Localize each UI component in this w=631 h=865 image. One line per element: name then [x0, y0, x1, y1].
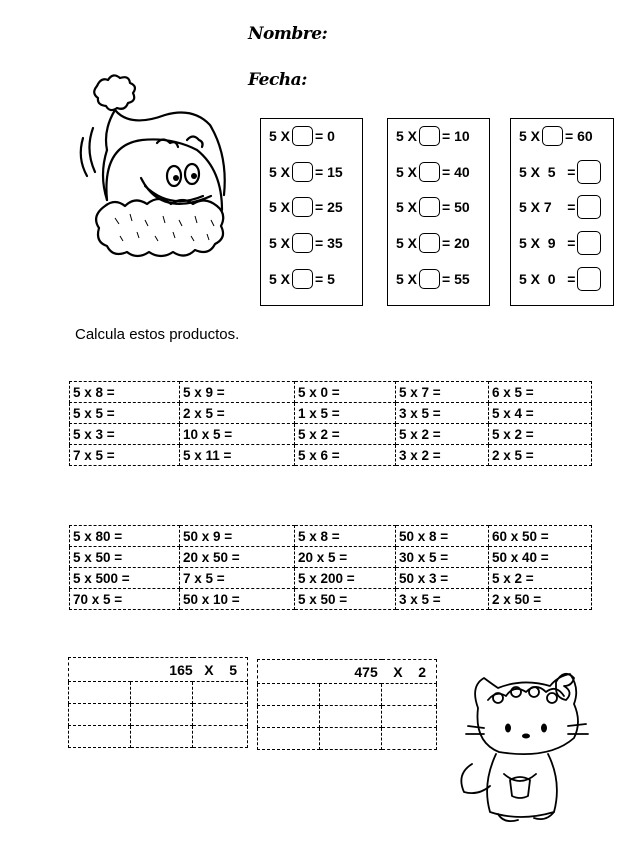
- equation-row: 5 X 0 =: [519, 269, 603, 289]
- table-cell[interactable]: 50 x 8 =: [396, 526, 489, 547]
- long-multiplication-grid-1: [68, 657, 248, 748]
- missing-factor-card-1: [260, 118, 363, 306]
- date-label: Fecha:: [248, 70, 307, 90]
- table-cell[interactable]: 5 x 2 =: [295, 424, 396, 445]
- table-cell[interactable]: 2 x 5 =: [489, 445, 592, 466]
- answer-box[interactable]: [292, 233, 313, 253]
- answer-box[interactable]: [542, 126, 563, 146]
- table-cell[interactable]: 20 x 5 =: [295, 547, 396, 568]
- answer-box[interactable]: [577, 160, 601, 184]
- table-cell[interactable]: 5 x 200 =: [295, 568, 396, 589]
- santa-hat-illustration: [75, 68, 240, 276]
- answer-box[interactable]: [419, 269, 440, 289]
- answer-box[interactable]: [292, 269, 313, 289]
- table-cell[interactable]: 5 x 3 =: [70, 424, 180, 445]
- multiplication-table-2: [69, 525, 592, 610]
- multiplication-table-1: [69, 381, 592, 466]
- table-cell[interactable]: 1 x 5 =: [295, 403, 396, 424]
- table-cell[interactable]: 5 x 0 =: [295, 382, 396, 403]
- table-cell[interactable]: 5 x 2 =: [489, 424, 592, 445]
- table-cell[interactable]: 7 x 5 =: [70, 445, 180, 466]
- equation-row: 5 X = 15: [269, 164, 343, 180]
- table-cell[interactable]: 5 x 2 =: [489, 568, 592, 589]
- equation-row: 5 X 5 =: [519, 162, 603, 182]
- table-cell[interactable]: 5 x 8 =: [295, 526, 396, 547]
- table-cell[interactable]: 50 x 10 =: [180, 589, 295, 610]
- table-cell[interactable]: 3 x 5 =: [396, 589, 489, 610]
- table-cell[interactable]: 7 x 5 =: [180, 568, 295, 589]
- equation-row: 5 X = 60: [519, 128, 593, 144]
- table-cell[interactable]: 5 x 80 =: [70, 526, 180, 547]
- table-cell[interactable]: 5 x 11 =: [180, 445, 295, 466]
- answer-box[interactable]: [577, 195, 601, 219]
- table-cell[interactable]: 5 x 4 =: [489, 403, 592, 424]
- table-cell[interactable]: 5 x 500 =: [70, 568, 180, 589]
- table-cell[interactable]: 20 x 50 =: [180, 547, 295, 568]
- equation-row: 5 X = 35: [269, 235, 343, 251]
- calc-expression: 165 X 5: [69, 658, 248, 682]
- table-cell[interactable]: 30 x 5 =: [396, 547, 489, 568]
- equation-row: 5 X 9 =: [519, 233, 603, 253]
- missing-factor-card-3: [510, 118, 614, 306]
- table-cell[interactable]: 5 x 8 =: [70, 382, 180, 403]
- answer-box[interactable]: [292, 197, 313, 217]
- table-cell[interactable]: 50 x 9 =: [180, 526, 295, 547]
- answer-box[interactable]: [577, 267, 601, 291]
- table-cell[interactable]: 5 x 5 =: [70, 403, 180, 424]
- table-cell[interactable]: 50 x 40 =: [489, 547, 592, 568]
- table-cell[interactable]: 3 x 2 =: [396, 445, 489, 466]
- table-cell[interactable]: 5 x 50 =: [70, 547, 180, 568]
- table-cell[interactable]: 10 x 5 =: [180, 424, 295, 445]
- instruction-text: Calcula estos productos.: [75, 326, 240, 343]
- answer-box[interactable]: [292, 162, 313, 182]
- table-cell[interactable]: 5 x 50 =: [295, 589, 396, 610]
- equation-row: 5 X = 40: [396, 164, 470, 180]
- equation-row: 5 X = 5: [269, 271, 335, 287]
- equation-row: 5 X = 55: [396, 271, 470, 287]
- calc-expression: 475 X 2: [258, 660, 437, 684]
- equation-row: 5 X = 10: [396, 128, 470, 144]
- long-multiplication-grid-2: [257, 659, 437, 750]
- name-label: Nombre:: [248, 24, 328, 44]
- table-cell[interactable]: 2 x 5 =: [180, 403, 295, 424]
- missing-factor-card-2: [387, 118, 490, 306]
- table-cell[interactable]: 60 x 50 =: [489, 526, 592, 547]
- kitty-angel-illustration: [458, 668, 593, 833]
- equation-row: 5 X 7 =: [519, 197, 603, 217]
- table-cell[interactable]: 5 x 9 =: [180, 382, 295, 403]
- table-cell[interactable]: 6 x 5 =: [489, 382, 592, 403]
- table-cell[interactable]: 2 x 50 =: [489, 589, 592, 610]
- table-cell[interactable]: 50 x 3 =: [396, 568, 489, 589]
- equation-row: 5 X = 20: [396, 235, 470, 251]
- answer-box[interactable]: [419, 197, 440, 217]
- table-cell[interactable]: 3 x 5 =: [396, 403, 489, 424]
- table-cell[interactable]: 70 x 5 =: [70, 589, 180, 610]
- equation-row: 5 X = 25: [269, 199, 343, 215]
- table-cell[interactable]: 5 x 2 =: [396, 424, 489, 445]
- answer-box[interactable]: [419, 162, 440, 182]
- answer-box[interactable]: [419, 126, 440, 146]
- answer-box[interactable]: [577, 231, 601, 255]
- table-cell[interactable]: 5 x 7 =: [396, 382, 489, 403]
- answer-box[interactable]: [419, 233, 440, 253]
- answer-box[interactable]: [292, 126, 313, 146]
- equation-row: 5 X = 50: [396, 199, 470, 215]
- table-cell[interactable]: 5 x 6 =: [295, 445, 396, 466]
- equation-row: 5 X = 0: [269, 128, 335, 144]
